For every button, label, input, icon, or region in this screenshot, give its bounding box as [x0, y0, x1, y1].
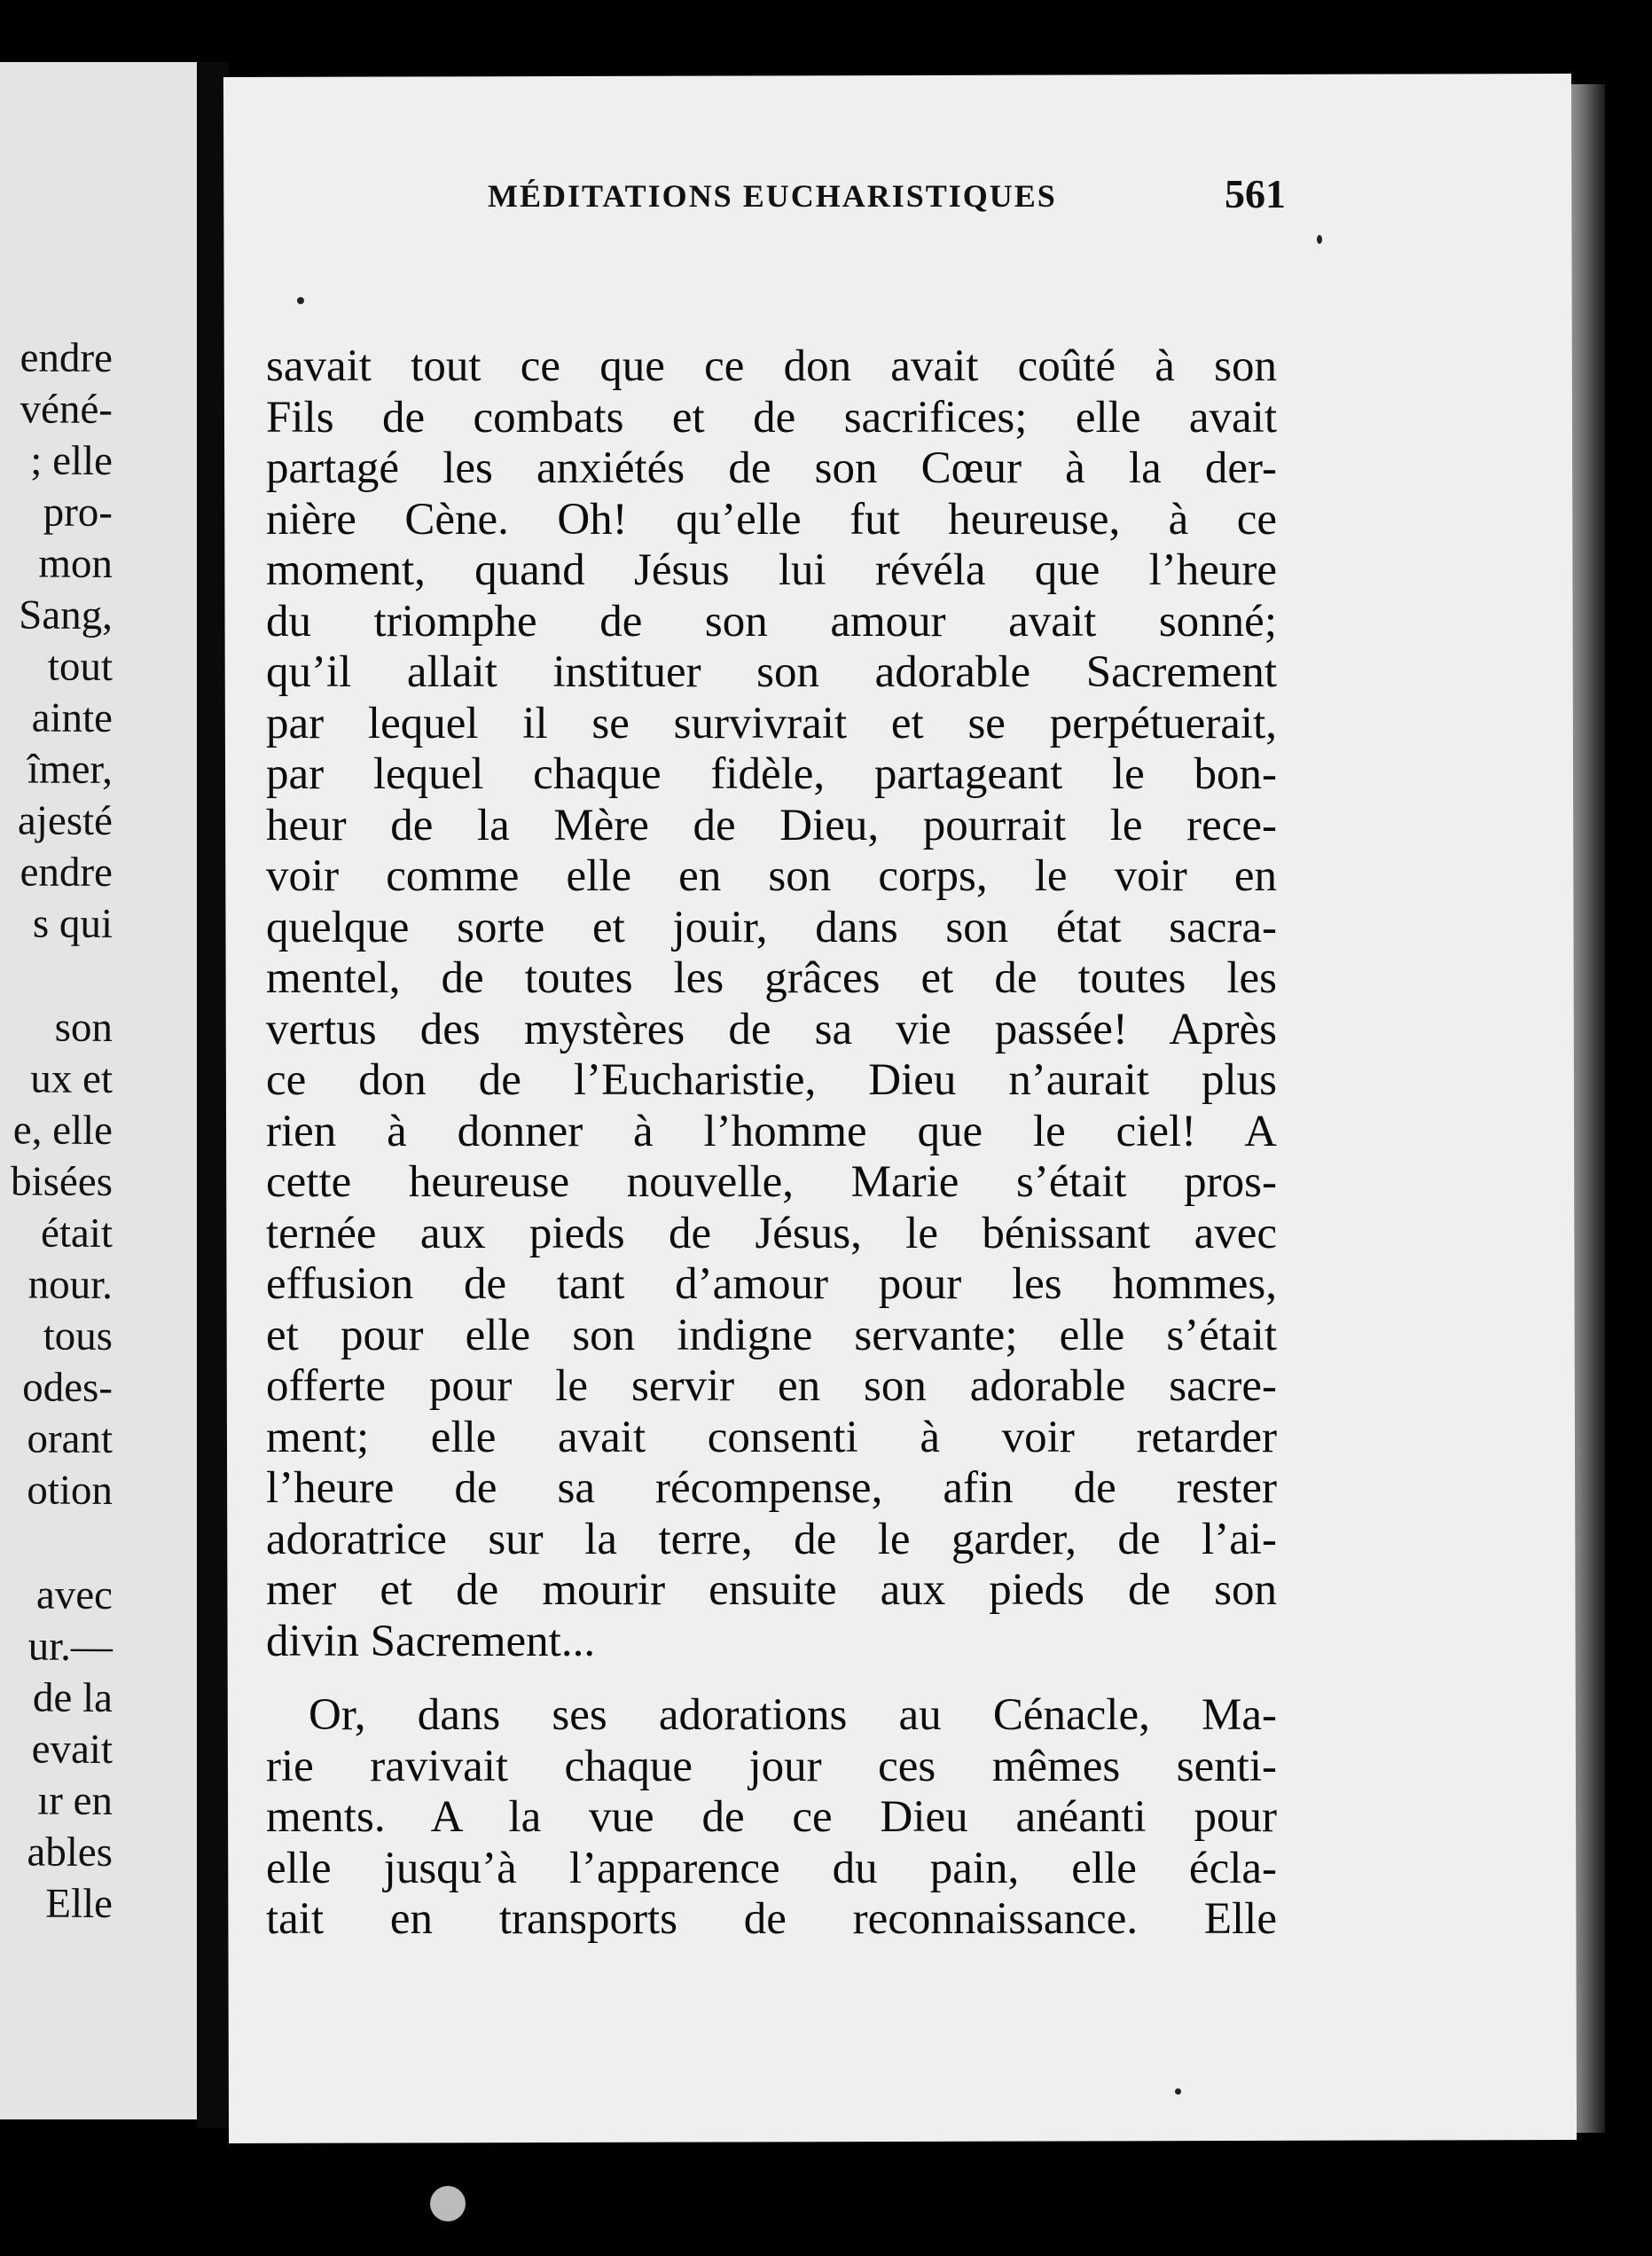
text-line: adoratrice sur la terre, de le garder, de l’ai- — [266, 1514, 1277, 1564]
text-line: offerte pour le servir en son adorable sacre- — [266, 1361, 1277, 1411]
text-line: ce don de l’Eucharistie, Dieu n’aurait plus — [266, 1055, 1277, 1105]
text-line: savait tout ce que ce don avait coûté à son — [266, 341, 1277, 391]
text-line: partagé les anxiétés de son Cœur à la der- — [266, 443, 1277, 493]
text-line: Fils de combats et de sacrifices; elle avait — [266, 392, 1277, 443]
left-page-line: ır en — [37, 1777, 114, 1824]
text-line: Or, dans ses adorations au Cénacle, Ma- — [309, 1690, 1277, 1740]
left-page-line: pro- — [43, 489, 114, 536]
scan-speck — [1317, 235, 1322, 244]
scan-speck — [1175, 2088, 1181, 2095]
left-page-line: ables — [27, 1829, 114, 1876]
text-line: par lequel il se survivrait et se perpétuerait, — [266, 698, 1277, 748]
left-page-line: ur.— — [27, 1623, 114, 1670]
text-line: rie ravivait chaque jour ces mêmes senti- — [266, 1741, 1277, 1791]
left-page-line: nour. — [27, 1261, 114, 1308]
paragraph-2 — [266, 1690, 1277, 1946]
left-page-line: avec — [35, 1571, 114, 1618]
left-page-line: tous — [43, 1312, 114, 1359]
left-page-line: ainte — [31, 694, 114, 741]
text-line: elle jusqu’à l’apparence du pain, elle écla- — [266, 1843, 1277, 1893]
left-page-line: son — [54, 1004, 114, 1051]
text-line: voir comme elle en son corps, le voir en — [266, 851, 1277, 901]
text-line: du triomphe de son amour avait sonné; — [266, 596, 1277, 646]
text-line: ternée aux pieds de Jésus, le bénissant avec — [266, 1208, 1277, 1258]
text-line: vertus des mystères de sa vie passée! Après — [266, 1004, 1277, 1054]
left-page-line: Sang, — [19, 591, 114, 638]
left-page-line: ux et — [30, 1055, 114, 1102]
left-page-line: otion — [27, 1467, 114, 1514]
text-line: mer et de mourir ensuite aux pieds de son — [266, 1565, 1277, 1615]
left-page-line: Elle — [45, 1880, 114, 1927]
page-number: 561 — [1225, 171, 1286, 216]
left-page-line: véné- — [20, 386, 114, 433]
scan-speck — [430, 2186, 466, 2221]
text-line: par lequel chaque fidèle, partageant le bon- — [266, 749, 1277, 799]
text-line: rien à donner à l’homme que le ciel! A — [266, 1106, 1277, 1156]
left-page-line: evait — [31, 1726, 114, 1773]
left-page-line: mon — [38, 540, 114, 587]
text-line: mentel, de toutes les grâces et de toutes les — [266, 953, 1277, 1003]
body-text — [266, 341, 1277, 1946]
left-page-line: ; elle — [30, 437, 114, 484]
text-line: divin Sacrement... — [266, 1616, 596, 1666]
text-line: l’heure de sa récompense, afin de rester — [266, 1463, 1277, 1513]
text-line: nière Cène. Oh! qu’elle fut heureuse, à ce — [266, 494, 1277, 544]
text-line: moment, quand Jésus lui révéla que l’heure — [266, 545, 1277, 595]
text-line: quelque sorte et jouir, dans son état sacra- — [266, 902, 1277, 952]
text-line: heur de la Mère de Dieu, pourrait le rece- — [266, 800, 1277, 850]
text-line: tait en transports de reconnaissance. Elle — [266, 1894, 1277, 1944]
paragraph-1 — [266, 341, 1277, 1667]
paragraph-gap — [266, 1667, 1277, 1690]
text-line: qu’il allait instituer son adorable Sacrement — [266, 647, 1277, 697]
left-page-line: îmer, — [27, 746, 114, 793]
left-page-line: endre — [20, 334, 114, 381]
left-page-line: endre — [20, 849, 114, 896]
text-line: et pour elle son indigne servante; elle s’était — [266, 1310, 1277, 1360]
left-page-line: s qui — [32, 900, 114, 947]
left-page-line: ajesté — [17, 797, 114, 844]
left-page-line: était — [40, 1210, 114, 1257]
page-header — [284, 171, 1286, 231]
running-head: MÉDITATIONS EUCHARISTIQUES — [488, 178, 1057, 214]
text-line: ments. A la vue de ce Dieu anéanti pour — [266, 1792, 1277, 1842]
left-page-line: bisées — [10, 1158, 114, 1205]
text-line: cette heureuse nouvelle, Marie s’était pros- — [266, 1157, 1277, 1207]
text-line: effusion de tant d’amour pour les hommes, — [266, 1259, 1277, 1309]
left-page-line: e, elle — [12, 1107, 114, 1154]
scan-speck — [297, 297, 304, 304]
left-page-line: odes- — [22, 1364, 114, 1411]
previous-page-fragment — [0, 62, 197, 2119]
left-page-line: de la — [32, 1674, 114, 1721]
left-page-line: orant — [27, 1415, 114, 1462]
left-page-line: tout — [47, 643, 114, 690]
text-line: ment; elle avait consenti à voir retarder — [266, 1412, 1277, 1462]
